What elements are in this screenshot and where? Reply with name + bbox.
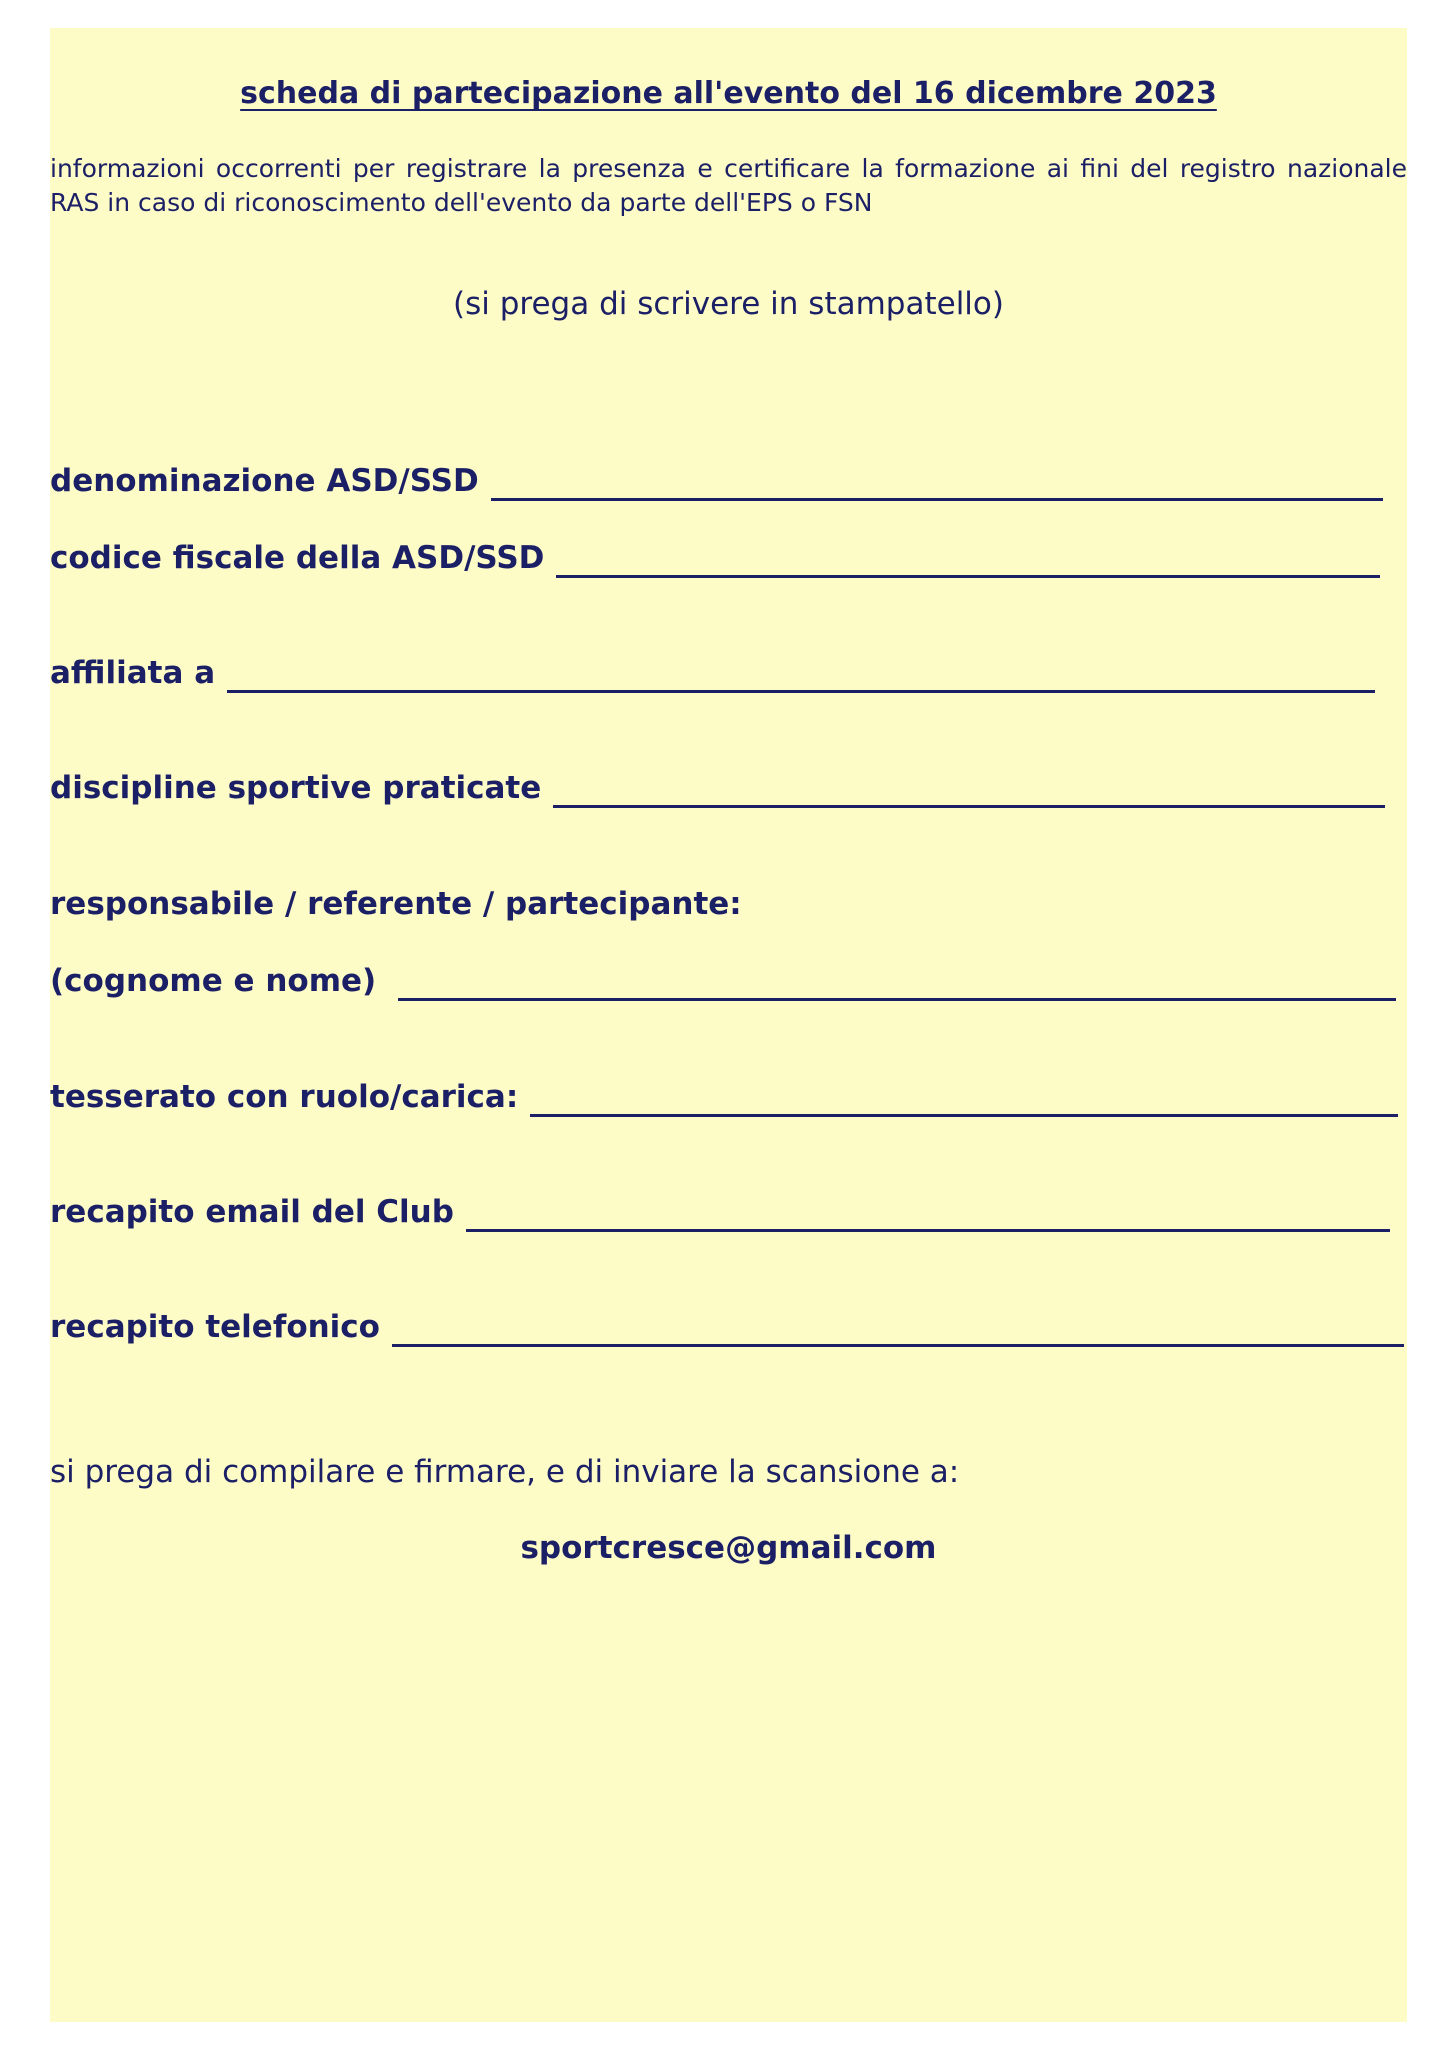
- field-codice-fiscale-label: codice fiscale della ASD/SSD: [50, 540, 545, 576]
- field-tesserato[interactable]: [50, 1077, 1398, 1117]
- form-sheet: [50, 28, 1407, 2022]
- field-discipline-line[interactable]: [553, 797, 1385, 808]
- field-denominazione[interactable]: [50, 461, 1383, 501]
- field-discipline[interactable]: [50, 768, 1385, 808]
- field-cognome-nome[interactable]: [50, 961, 1396, 1001]
- field-denominazione-label: denominazione ASD/SSD: [50, 463, 479, 499]
- form-title: scheda di partecipazione all'evento del 16 dicembre 2023: [240, 76, 1217, 111]
- field-tesserato-line[interactable]: [530, 1106, 1398, 1117]
- field-codice-fiscale[interactable]: [50, 538, 1380, 578]
- field-email-club[interactable]: [50, 1192, 1390, 1232]
- field-denominazione-line[interactable]: [491, 490, 1383, 501]
- field-cognome-nome-label: (cognome e nome): [50, 963, 377, 999]
- field-codice-fiscale-line[interactable]: [556, 567, 1380, 578]
- responsabile-heading: responsabile / referente / partecipante:: [50, 886, 742, 922]
- field-telefono[interactable]: [50, 1307, 1404, 1347]
- field-affiliata[interactable]: [50, 653, 1375, 693]
- field-telefono-label: recapito telefonico: [50, 1309, 380, 1345]
- field-affiliata-line[interactable]: [227, 682, 1375, 693]
- contact-email[interactable]: sportcresce@gmail.com: [520, 1530, 937, 1566]
- field-cognome-nome-line[interactable]: [398, 990, 1396, 1001]
- field-discipline-label: discipline sportive praticate: [50, 770, 542, 806]
- field-tesserato-label: tesserato con ruolo/carica:: [50, 1079, 519, 1115]
- field-email-club-line[interactable]: [466, 1221, 1390, 1232]
- print-instruction: (si prega di scrivere in stampatello): [453, 286, 1004, 322]
- field-email-club-label: recapito email del Club: [50, 1194, 454, 1230]
- field-telefono-line[interactable]: [392, 1336, 1404, 1347]
- intro-paragraph: informazioni occorrenti per registrare la presenza e certificare la formazione ai fini del registro nazionale RAS in caso di riconoscimento dell'evento da parte dell'EPS o FSN: [50, 154, 1407, 217]
- field-affiliata-label: affiliata a: [50, 655, 216, 691]
- submission-instruction: si prega di compilare e firmare, e di inviare la scansione a:: [50, 1454, 960, 1490]
